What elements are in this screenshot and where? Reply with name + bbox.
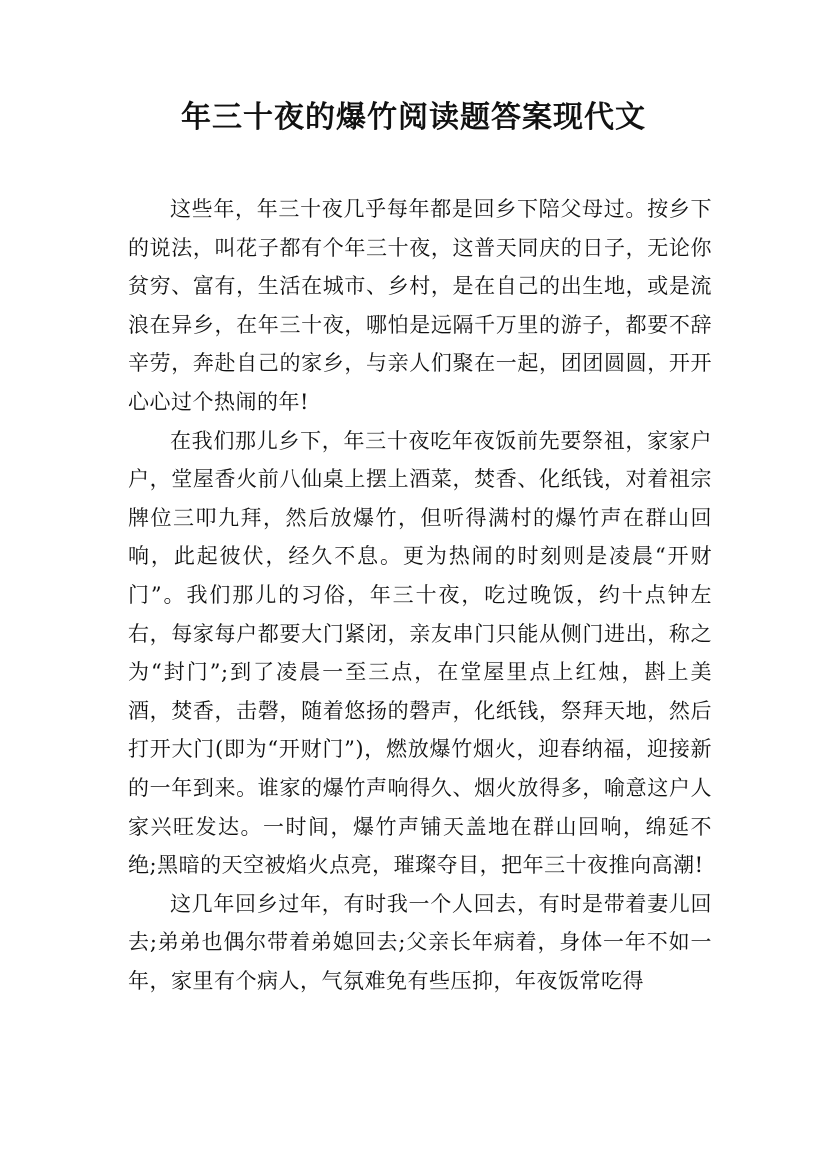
document-title: 年三十夜的爆竹阅读题答案现代文 [181, 100, 646, 135]
paragraph-3: 这几年回乡过年，有时我一个人回去，有时是带着妻儿回去;弟弟也偶尔带着弟媳回去;父亲长年病着，身体一年不如一年，家里有个病人，气氛难免有些压抑，年夜饭常吃得 [128, 891, 712, 993]
paragraph-1: 这些年，年三十夜几乎每年都是回乡下陪父母过。按乡下的说法，叫花子都有个年三十夜，这普天同庆的日子，无论你贫穷、富有，生活在城市、乡村，是在自己的出生地，或是流浪在异乡，在年三十夜，哪怕是远隔千万里的游子，都要不辞辛劳，奔赴自己的家乡，与亲人们聚在一起，团团圆圆，开开心心过个热闹的年! [128, 197, 712, 414]
paragraph-2: 在我们那儿乡下，年三十夜吃年夜饭前先要祭祖，家家户户，堂屋香火前八仙桌上摆上酒菜，焚香、化纸钱，对着祖宗牌位三叩九拜，然后放爆竹，但听得满村的爆竹声在群山回响，此起彼伏，经久不息。更为热闹的时刻则是凌晨“开财门”。我们那儿的习俗，年三十夜，吃过晚饭，约十点钟左右，每家每户都要大门紧闭，亲友串门只能从侧门进出，称之为“封门”;到了凌晨一至三点，在堂屋里点上红烛，斟上美酒，焚香，击磬，随着悠扬的磬声，化纸钱，祭拜天地，然后打开大门(即为“开财门”)，燃放爆竹烟火，迎春纳福，迎接新的一年到来。谁家的爆竹声响得久、烟火放得多，喻意这户人家兴旺发达。一时间，爆竹声铺天盖地在群山回响，绵延不绝;黑暗的天空被焰火点亮，璀璨夺目，把年三十夜推向高潮! [128, 428, 712, 878]
article-body [128, 190, 712, 1000]
